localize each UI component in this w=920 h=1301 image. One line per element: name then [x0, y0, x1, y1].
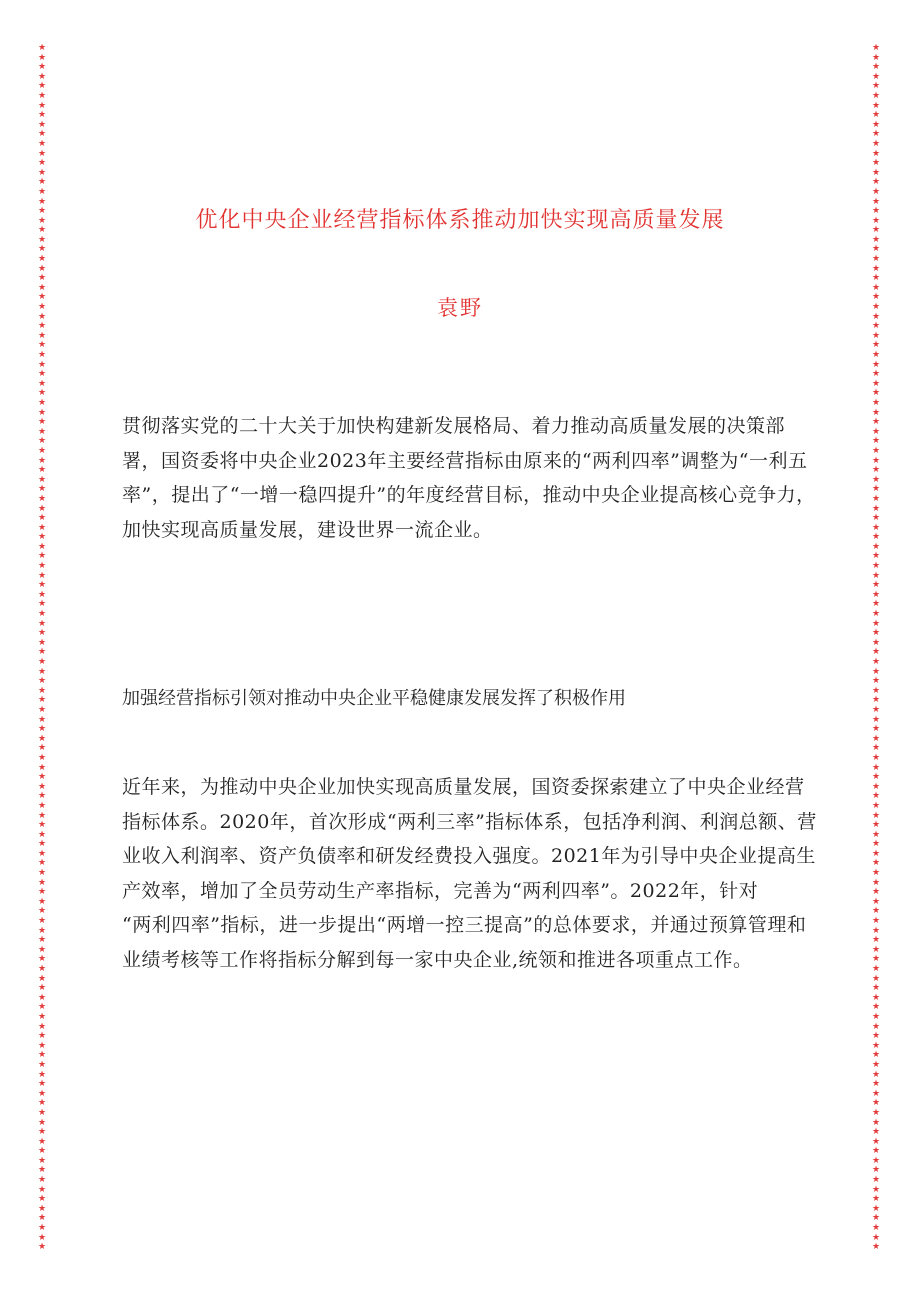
- border-star-icon: ★: [37, 369, 47, 380]
- border-star-icon: ★: [37, 196, 47, 207]
- border-star-icon: ★: [37, 935, 47, 946]
- border-star-icon: ★: [37, 273, 47, 284]
- border-star-icon: ★: [871, 225, 881, 236]
- border-star-icon: ★: [871, 282, 881, 293]
- border-star-icon: ★: [871, 273, 881, 284]
- border-star-icon: ★: [871, 215, 881, 226]
- border-star-icon: ★: [37, 436, 47, 447]
- border-star-icon: ★: [37, 321, 47, 332]
- border-star-icon: ★: [37, 407, 47, 418]
- border-star-icon: ★: [37, 167, 47, 178]
- border-star-icon: ★: [871, 704, 881, 715]
- border-star-icon: ★: [871, 407, 881, 418]
- border-star-icon: ★: [37, 896, 47, 907]
- border-star-icon: ★: [37, 71, 47, 82]
- border-star-icon: ★: [871, 551, 881, 562]
- border-star-icon: ★: [871, 484, 881, 495]
- border-star-icon: ★: [871, 925, 881, 936]
- border-star-icon: ★: [37, 906, 47, 917]
- border-star-icon: ★: [37, 1002, 47, 1013]
- border-star-icon: ★: [871, 1146, 881, 1157]
- border-star-icon: ★: [871, 138, 881, 149]
- border-star-icon: ★: [37, 647, 47, 658]
- intro-paragraph: 贯彻落实党的二十大关于加快构建新发展格局、着力推动高质量发展的决策部署，国资委将中央企业2023年主要经营指标由原来的“两利四率”调整为“一利五率”，提出了“一增一稳四提升”的年度经营目标，推动中央企业提高核心竞争力，加快实现高质量发展，建设世界一流企业。: [122, 415, 816, 541]
- border-star-icon: ★: [871, 685, 881, 696]
- border-star-icon: ★: [871, 973, 881, 984]
- border-star-icon: ★: [37, 743, 47, 754]
- border-star-icon: ★: [37, 925, 47, 936]
- border-star-icon: ★: [37, 455, 47, 466]
- border-star-icon: ★: [871, 311, 881, 322]
- border-star-icon: ★: [37, 772, 47, 783]
- border-star-icon: ★: [871, 330, 881, 341]
- border-star-icon: ★: [871, 609, 881, 620]
- border-star-icon: ★: [871, 762, 881, 773]
- border-star-icon: ★: [871, 1242, 881, 1253]
- border-star-icon: ★: [37, 800, 47, 811]
- border-star-icon: ★: [37, 637, 47, 648]
- border-star-icon: ★: [37, 206, 47, 217]
- border-star-icon: ★: [37, 1050, 47, 1061]
- border-star-icon: ★: [871, 743, 881, 754]
- border-star-icon: ★: [871, 532, 881, 543]
- border-star-icon: ★: [37, 493, 47, 504]
- border-star-icon: ★: [37, 474, 47, 485]
- border-star-icon: ★: [871, 868, 881, 879]
- border-star-icon: ★: [871, 1059, 881, 1070]
- section-heading: 加强经营指标引领对推动中央企业平稳健康发展发挥了积极作用: [122, 688, 626, 709]
- border-star-icon: ★: [871, 378, 881, 389]
- border-star-icon: ★: [37, 340, 47, 351]
- border-star-icon: ★: [871, 887, 881, 898]
- border-star-icon: ★: [871, 992, 881, 1003]
- border-star-icon: ★: [37, 254, 47, 265]
- border-star-icon: ★: [37, 1213, 47, 1224]
- border-star-icon: ★: [37, 541, 47, 552]
- border-star-icon: ★: [871, 1117, 881, 1128]
- border-star-icon: ★: [37, 417, 47, 428]
- border-star-icon: ★: [871, 589, 881, 600]
- border-star-icon: ★: [871, 1040, 881, 1051]
- border-star-icon: ★: [871, 791, 881, 802]
- border-star-icon: ★: [871, 52, 881, 63]
- border-star-icon: ★: [871, 493, 881, 504]
- border-star-icon: ★: [37, 983, 47, 994]
- border-star-icon: ★: [871, 254, 881, 265]
- border-star-icon: ★: [871, 954, 881, 965]
- border-star-icon: ★: [37, 484, 47, 495]
- border-star-icon: ★: [37, 1107, 47, 1118]
- border-star-icon: ★: [37, 829, 47, 840]
- border-star-icon: ★: [871, 1223, 881, 1234]
- border-star-icon: ★: [37, 350, 47, 360]
- border-star-icon: ★: [37, 186, 47, 197]
- border-star-icon: ★: [37, 695, 47, 706]
- border-star-icon: ★: [37, 1021, 47, 1032]
- border-star-icon: ★: [37, 1232, 47, 1243]
- border-star-icon: ★: [871, 695, 881, 706]
- border-star-icon: ★: [37, 44, 47, 53]
- border-star-icon: ★: [37, 119, 47, 130]
- border-star-icon: ★: [871, 359, 881, 370]
- border-star-icon: ★: [37, 609, 47, 620]
- border-star-icon: ★: [871, 44, 881, 53]
- border-star-icon: ★: [871, 800, 881, 811]
- border-star-icon: ★: [871, 167, 881, 178]
- border-star-icon: ★: [871, 541, 881, 552]
- border-star-icon: ★: [37, 397, 47, 408]
- border-star-icon: ★: [871, 1098, 881, 1109]
- border-star-icon: ★: [37, 839, 47, 850]
- border-star-icon: ★: [871, 186, 881, 197]
- border-star-icon: ★: [871, 772, 881, 783]
- border-star-icon: ★: [871, 263, 881, 274]
- border-star-icon: ★: [871, 1194, 881, 1205]
- border-star-icon: ★: [871, 964, 881, 974]
- border-star-icon: ★: [37, 733, 47, 744]
- border-star-icon: ★: [37, 1127, 47, 1138]
- border-star-icon: ★: [37, 52, 47, 63]
- border-star-icon: ★: [871, 513, 881, 524]
- border-star-icon: ★: [871, 388, 881, 399]
- border-star-icon: ★: [871, 397, 881, 408]
- border-star-icon: ★: [871, 906, 881, 917]
- border-star-icon: ★: [871, 714, 881, 725]
- border-star-icon: ★: [871, 90, 881, 101]
- border-star-icon: ★: [871, 752, 881, 763]
- border-star-icon: ★: [871, 1021, 881, 1032]
- border-star-icon: ★: [37, 282, 47, 293]
- border-star-icon: ★: [871, 129, 881, 140]
- border-star-icon: ★: [871, 455, 881, 466]
- border-star-icon: ★: [871, 1184, 881, 1195]
- border-star-icon: ★: [37, 1155, 47, 1166]
- border-star-icon: ★: [37, 810, 47, 821]
- border-star-icon: ★: [871, 196, 881, 207]
- border-star-icon: ★: [37, 158, 47, 169]
- border-star-icon: ★: [37, 704, 47, 715]
- border-star-icon: ★: [37, 292, 47, 303]
- border-star-icon: ★: [871, 426, 881, 437]
- border-star-icon: ★: [871, 244, 881, 255]
- border-star-icon: ★: [37, 1136, 47, 1147]
- border-star-icon: ★: [871, 628, 881, 639]
- border-star-icon: ★: [37, 714, 47, 725]
- border-star-icon: ★: [871, 350, 881, 360]
- border-star-icon: ★: [37, 820, 47, 831]
- border-star-icon: ★: [37, 762, 47, 773]
- border-star-icon: ★: [871, 810, 881, 821]
- border-star-icon: ★: [37, 657, 47, 667]
- border-star-icon: ★: [37, 1117, 47, 1128]
- border-star-icon: ★: [871, 829, 881, 840]
- border-star-icon: ★: [37, 791, 47, 802]
- border-star-icon: ★: [37, 225, 47, 236]
- border-star-icon: ★: [37, 445, 47, 456]
- border-star-icon: ★: [871, 1203, 881, 1214]
- border-star-icon: ★: [871, 1213, 881, 1224]
- border-star-icon: ★: [871, 81, 881, 92]
- border-star-icon: ★: [871, 839, 881, 850]
- border-star-icon: ★: [37, 599, 47, 610]
- border-star-icon: ★: [37, 1194, 47, 1205]
- border-star-icon: ★: [871, 503, 881, 514]
- border-star-icon: ★: [37, 465, 47, 476]
- border-star-icon: ★: [37, 676, 47, 687]
- border-star-icon: ★: [37, 177, 47, 188]
- border-star-icon: ★: [871, 1031, 881, 1042]
- border-star-icon: ★: [871, 206, 881, 217]
- border-star-icon: ★: [871, 1088, 881, 1099]
- border-star-icon: ★: [871, 321, 881, 332]
- border-star-icon: ★: [37, 858, 47, 869]
- border-star-icon: ★: [871, 465, 881, 476]
- border-star-icon: ★: [871, 647, 881, 658]
- border-star-icon: ★: [37, 618, 47, 629]
- border-star-icon: ★: [37, 1088, 47, 1099]
- border-star-icon: ★: [871, 657, 881, 667]
- border-star-icon: ★: [37, 138, 47, 149]
- border-star-icon: ★: [871, 1127, 881, 1138]
- border-star-icon: ★: [37, 503, 47, 514]
- border-star-icon: ★: [871, 1136, 881, 1147]
- border-star-icon: ★: [871, 417, 881, 428]
- border-star-icon: ★: [37, 62, 47, 73]
- border-star-icon: ★: [37, 215, 47, 226]
- border-star-icon: ★: [871, 1155, 881, 1166]
- border-star-icon: ★: [37, 100, 47, 111]
- border-star-icon: ★: [871, 1232, 881, 1243]
- border-star-icon: ★: [871, 100, 881, 111]
- border-star-icon: ★: [37, 781, 47, 792]
- border-star-icon: ★: [37, 388, 47, 399]
- border-star-icon: ★: [37, 1069, 47, 1080]
- border-star-icon: ★: [871, 474, 881, 485]
- border-star-icon: ★: [871, 292, 881, 303]
- border-star-icon: ★: [37, 992, 47, 1003]
- border-star-icon: ★: [871, 570, 881, 581]
- border-star-icon: ★: [871, 637, 881, 648]
- border-star-icon: ★: [37, 263, 47, 274]
- border-star-icon: ★: [37, 81, 47, 92]
- border-star-icon: ★: [871, 436, 881, 447]
- border-star-icon: ★: [871, 733, 881, 744]
- border-star-icon: ★: [37, 1146, 47, 1157]
- border-star-icon: ★: [871, 234, 881, 245]
- body-paragraph-2: “两利四率”指标，进一步提出“两增一控三提高”的总体要求，并通过预算管理和业绩考核等工作将指标分解到每一家中央企业,统领和推进各项重点工作。: [122, 914, 807, 971]
- border-star-icon: ★: [871, 522, 881, 533]
- border-star-icon: ★: [871, 119, 881, 130]
- border-star-icon: ★: [871, 369, 881, 380]
- border-star-icon: ★: [37, 868, 47, 879]
- border-star-icon: ★: [871, 110, 881, 121]
- border-star-icon: ★: [871, 148, 881, 159]
- border-star-icon: ★: [37, 628, 47, 639]
- border-star-icon: ★: [871, 62, 881, 73]
- document-author: 袁野: [437, 296, 483, 320]
- border-star-icon: ★: [37, 1184, 47, 1195]
- border-star-icon: ★: [37, 311, 47, 322]
- border-star-icon: ★: [871, 1165, 881, 1176]
- border-star-icon: ★: [37, 570, 47, 581]
- border-star-icon: ★: [37, 580, 47, 591]
- border-star-icon: ★: [37, 724, 47, 735]
- border-star-icon: ★: [871, 302, 881, 313]
- border-star-icon: ★: [37, 589, 47, 600]
- border-star-icon: ★: [37, 513, 47, 524]
- border-star-icon: ★: [871, 935, 881, 946]
- border-star-icon: ★: [871, 781, 881, 792]
- border-star-icon: ★: [37, 522, 47, 533]
- border-star-icon: ★: [37, 877, 47, 888]
- border-star-icon: ★: [37, 302, 47, 313]
- border-star-icon: ★: [871, 599, 881, 610]
- border-star-icon: ★: [37, 426, 47, 437]
- border-star-icon: ★: [37, 1242, 47, 1253]
- border-star-icon: ★: [37, 1011, 47, 1022]
- border-star-icon: ★: [871, 1002, 881, 1013]
- border-star-icon: ★: [37, 1059, 47, 1070]
- border-star-icon: ★: [871, 666, 881, 677]
- border-star-icon: ★: [871, 445, 881, 456]
- body-paragraph-1: 近年来，为推动中央企业加快实现高质量发展，国资委探索建立了中央企业经营指标体系。2020年，首次形成“两利三率”指标体系，包括净利润、利润总额、营业收入利润率、资产负债率和研发经费投入强度。2021年为引导中央企业提高生产效率，增加了全员劳动生产率指标，完善为“两利四率”。2022年，针对: [122, 776, 817, 902]
- border-star-icon: ★: [871, 1175, 881, 1186]
- border-star-icon: ★: [37, 234, 47, 245]
- border-star-icon: ★: [37, 944, 47, 955]
- border-star-icon: ★: [37, 964, 47, 974]
- border-star-icon: ★: [871, 848, 881, 859]
- border-star-icon: ★: [871, 1107, 881, 1118]
- border-star-icon: ★: [871, 561, 881, 572]
- border-star-icon: ★: [37, 1040, 47, 1051]
- border-star-icon: ★: [37, 551, 47, 562]
- border-star-icon: ★: [37, 1203, 47, 1214]
- border-star-icon: ★: [37, 561, 47, 572]
- border-star-icon: ★: [37, 685, 47, 696]
- body-paragraph-group: [122, 770, 822, 977]
- border-star-icon: ★: [37, 378, 47, 389]
- border-star-icon: ★: [871, 1011, 881, 1022]
- border-star-icon: ★: [37, 110, 47, 121]
- border-star-icon: ★: [871, 1079, 881, 1090]
- border-star-icon: ★: [37, 359, 47, 370]
- border-star-icon: ★: [37, 752, 47, 763]
- border-star-icon: ★: [871, 724, 881, 735]
- border-star-icon: ★: [37, 1223, 47, 1234]
- border-star-icon: ★: [37, 1165, 47, 1176]
- border-star-icon: ★: [871, 820, 881, 831]
- border-star-icon: ★: [37, 90, 47, 101]
- border-star-icon: ★: [37, 666, 47, 677]
- border-star-icon: ★: [871, 1069, 881, 1080]
- border-star-icon: ★: [871, 896, 881, 907]
- border-star-icon: ★: [37, 532, 47, 543]
- border-star-icon: ★: [871, 944, 881, 955]
- border-star-icon: ★: [871, 676, 881, 687]
- border-star-icon: ★: [871, 71, 881, 82]
- border-star-icon: ★: [871, 618, 881, 629]
- border-star-icon: ★: [871, 158, 881, 169]
- border-star-icon: ★: [871, 580, 881, 591]
- border-star-icon: ★: [871, 340, 881, 351]
- border-star-icon: ★: [871, 916, 881, 927]
- border-star-icon: ★: [871, 877, 881, 888]
- border-star-icon: ★: [37, 1098, 47, 1109]
- border-star-icon: ★: [37, 244, 47, 255]
- border-star-icon: ★: [871, 983, 881, 994]
- border-star-icon: ★: [37, 148, 47, 159]
- border-star-icon: ★: [37, 973, 47, 984]
- border-star-icon: ★: [871, 177, 881, 188]
- border-star-icon: ★: [37, 848, 47, 859]
- border-star-icon: ★: [37, 916, 47, 927]
- border-star-icon: ★: [37, 330, 47, 341]
- document-title: 优化中央企业经营指标体系推动加快实现高质量发展: [195, 208, 725, 233]
- border-star-icon: ★: [37, 887, 47, 898]
- border-star-icon: ★: [871, 1050, 881, 1061]
- border-star-icon: ★: [37, 1175, 47, 1186]
- border-star-icon: ★: [37, 1031, 47, 1042]
- border-star-icon: ★: [37, 954, 47, 965]
- border-star-icon: ★: [37, 129, 47, 140]
- border-star-icon: ★: [37, 1079, 47, 1090]
- border-star-icon: ★: [871, 858, 881, 869]
